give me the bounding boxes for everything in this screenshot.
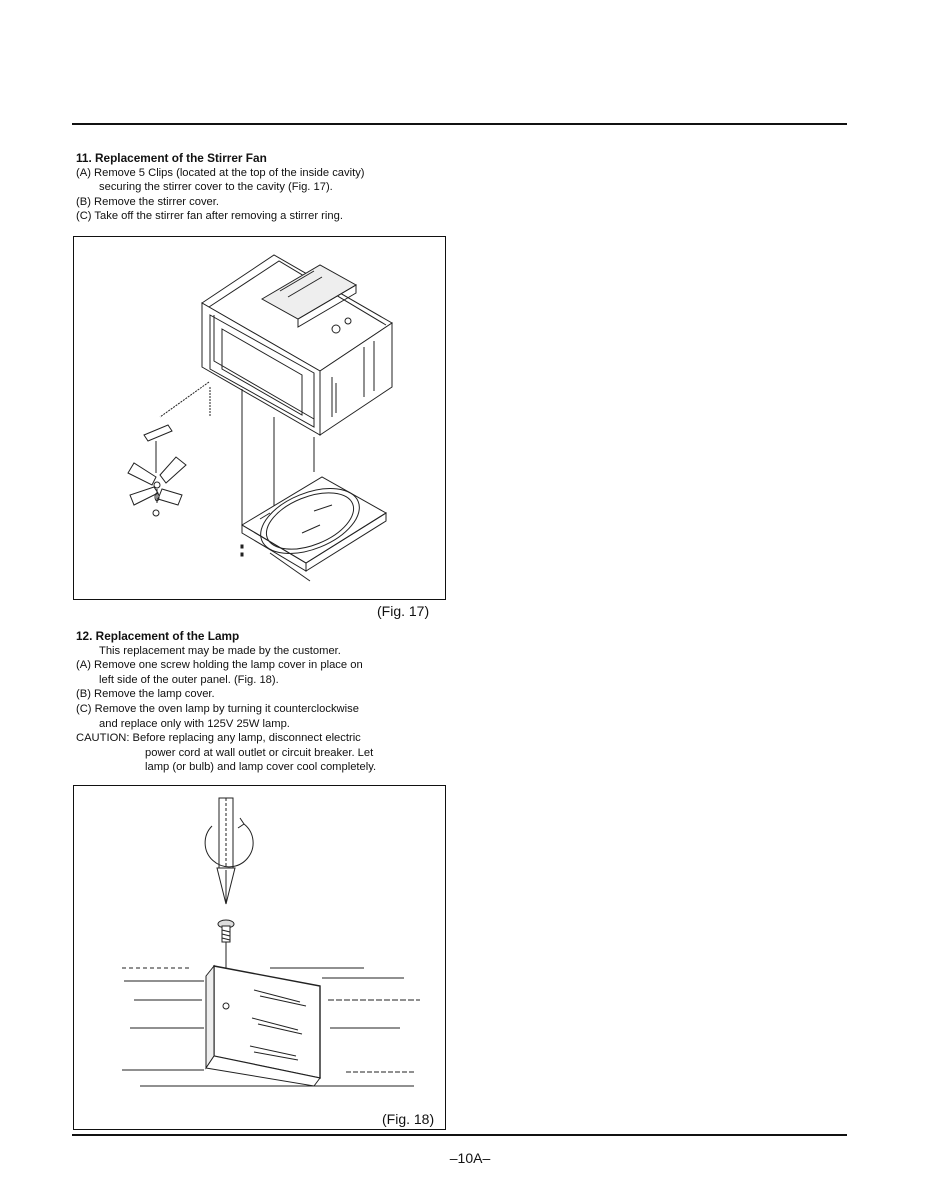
figure-17 xyxy=(73,236,446,600)
section-heading: 11. Replacement of the Stirrer Fan xyxy=(76,151,267,165)
instruction-line: left side of the outer panel. (Fig. 18). xyxy=(99,673,279,686)
instruction-line: (B) Remove the stirrer cover. xyxy=(76,195,219,208)
instruction-line: (C) Remove the oven lamp by turning it counterclockwise xyxy=(76,702,359,715)
instruction-line: power cord at wall outlet or circuit breaker. Let xyxy=(145,746,374,759)
instruction-list xyxy=(76,644,456,775)
figure-18-label: (Fig. 18) xyxy=(382,1111,435,1127)
instruction-line: CAUTION: Before replacing any lamp, disconnect electric xyxy=(76,732,361,745)
section-stirrer-fan xyxy=(76,151,456,224)
instruction-line: securing the stirrer cover to the cavity (Fig. 17). xyxy=(99,181,333,194)
instruction-line: (C) Take off the stirrer fan after removing a stirrer ring. xyxy=(76,210,343,223)
figure-18 xyxy=(73,785,446,1130)
instruction-list xyxy=(76,166,456,224)
instruction-line: lamp (or bulb) and lamp cover cool completely. xyxy=(145,761,377,774)
top-rule xyxy=(72,123,847,125)
instruction-line: This replacement may be made by the customer. xyxy=(99,644,341,657)
instruction-line: (A) Remove one screw holding the lamp cover in place on xyxy=(76,659,363,672)
section-lamp xyxy=(76,629,456,775)
section-heading: 12. Replacement of the Lamp xyxy=(76,629,240,643)
bottom-rule xyxy=(72,1134,847,1136)
stirrer-fan-exploded-view xyxy=(74,237,445,599)
instruction-line: (B) Remove the lamp cover. xyxy=(76,688,215,701)
page-number: –10A– xyxy=(449,1150,491,1166)
figure-17-label: (Fig. 17) xyxy=(377,603,430,619)
lamp-cover-screwdriver xyxy=(74,786,445,1129)
instruction-line: (A) Remove 5 Clips (located at the top of the inside cavity) xyxy=(76,166,365,179)
instruction-line: and replace only with 125V 25W lamp. xyxy=(99,717,290,730)
